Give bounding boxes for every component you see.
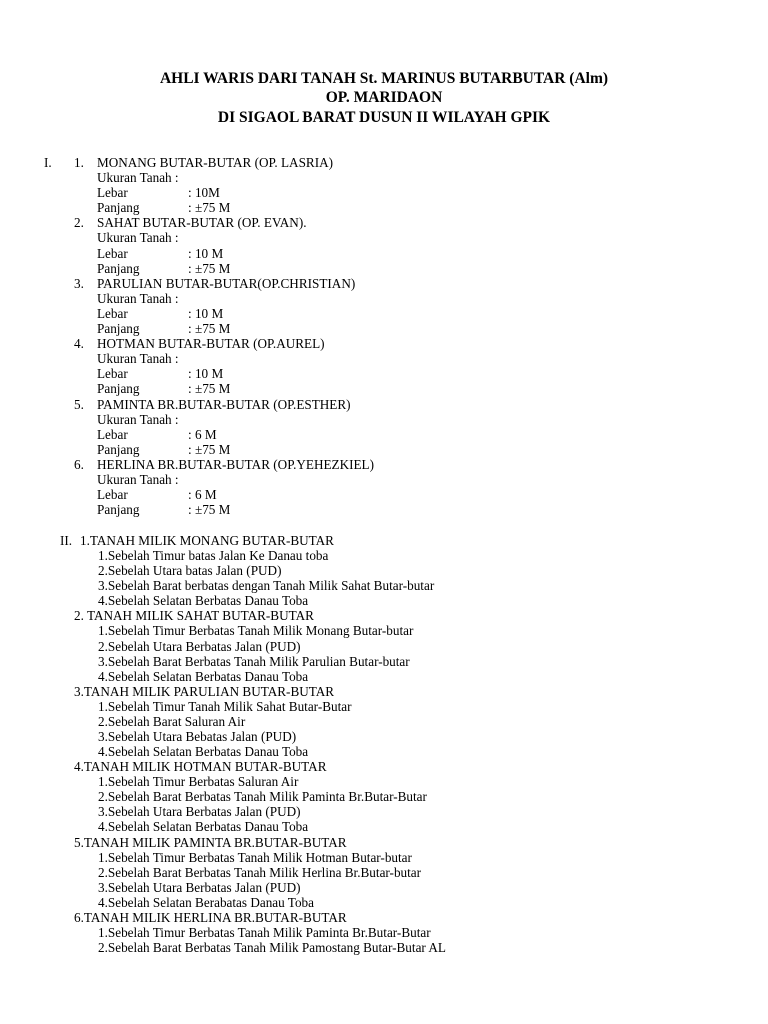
land-size-label: Ukuran Tanah :: [97, 411, 179, 427]
border-item: 4.Sebelah Selatan Berbatas Danau Toba: [98, 819, 309, 835]
border-item: 3.Sebelah Utara Bebatas Jalan (PUD): [98, 729, 297, 745]
heir-name-line: [44, 215, 744, 230]
border-item: 3.Sebelah Utara Berbatas Jalan (PUD): [98, 879, 301, 895]
heir-number: 6.: [74, 456, 84, 472]
length-value: : ±75 M: [188, 260, 231, 276]
border-item: 3.Sebelah Barat Berbatas Tanah Milik Parulian Butar-butar: [98, 653, 410, 669]
border-item: 1.Sebelah Timur Berbatas Tanah Milik Hotman Butar-butar: [98, 849, 412, 865]
parcel-heading: 2. TANAH MILIK SAHAT BUTAR-BUTAR: [74, 608, 314, 624]
land-size-line: [44, 412, 744, 427]
width-line: [44, 306, 744, 321]
length-value: : ±75 M: [188, 441, 231, 457]
document-location: DI SIGAOL BARAT DUSUN II WILAYAH GPIK: [217, 109, 551, 126]
heir-name-line: [44, 336, 744, 351]
heir-number: 4.: [74, 336, 84, 352]
border-item: 2.Sebelah Barat Saluran Air: [98, 713, 246, 729]
heir-name: PARULIAN BUTAR-BUTAR(OP.CHRISTIAN): [97, 275, 356, 291]
border-item: 4.Sebelah Selatan Berbatas Danau Toba: [98, 668, 309, 684]
land-size-label: Ukuran Tanah :: [97, 351, 179, 367]
length-label: Panjang: [97, 381, 140, 397]
length-label: Panjang: [97, 321, 140, 337]
parcel-heading: 5.TANAH MILIK PAMINTA BR.BUTAR-BUTAR: [74, 834, 347, 850]
border-line: [60, 819, 760, 834]
length-line: [44, 200, 744, 215]
border-line: [60, 669, 760, 684]
border-item: 4.Sebelah Selatan Berbatas Danau Toba: [98, 593, 309, 609]
border-line: [60, 563, 760, 578]
length-value: : ±75 M: [188, 502, 231, 518]
border-item: 2.Sebelah Barat Berbatas Tanah Milik Paminta Br.Butar-Butar: [98, 789, 427, 805]
heir-name-line: [44, 457, 744, 472]
width-value: : 10 M: [188, 366, 224, 382]
land-size-label: Ukuran Tanah :: [97, 290, 179, 306]
border-line: [60, 925, 760, 940]
width-line: [44, 366, 744, 381]
border-line: [60, 623, 760, 638]
section-numeral: I.: [44, 155, 52, 170]
heir-name-line: [44, 276, 744, 291]
parcel-heading-line: [60, 684, 760, 699]
land-borders-section: [60, 533, 760, 955]
parcel-heading: 6.TANAH MILIK HERLINA BR.BUTAR-BUTAR: [74, 909, 347, 925]
parcel-heading-line: [60, 910, 760, 925]
border-item: 1.Sebelah Timur batas Jalan Ke Danau toba: [98, 548, 329, 564]
heir-number: 2.: [74, 215, 84, 231]
section-numeral: II.: [60, 533, 73, 548]
border-item: 3.Sebelah Utara Berbatas Jalan (PUD): [98, 804, 301, 820]
border-line: [60, 729, 760, 744]
land-size-line: [44, 291, 744, 306]
heir-number: 1.: [74, 155, 84, 170]
land-size-label: Ukuran Tanah :: [97, 471, 179, 487]
border-item: 3.Sebelah Barat berbatas dengan Tanah Milik Sahat Butar-butar: [98, 578, 435, 594]
length-line: [44, 381, 744, 396]
parcel-heading-line: [60, 835, 760, 850]
document-title: AHLI WARIS DARI TANAH St. MARINUS BUTARBUTAR (Alm): [159, 70, 609, 87]
border-line: [60, 744, 760, 759]
heir-name-line: [44, 397, 744, 412]
width-label: Lebar: [97, 366, 128, 382]
border-line: [60, 850, 760, 865]
border-line: [60, 940, 760, 955]
heir-name: HOTMAN BUTAR-BUTAR (OP.AUREL): [97, 336, 325, 352]
length-label: Panjang: [97, 200, 140, 216]
length-line: [44, 442, 744, 457]
width-value: : 10 M: [188, 305, 224, 321]
border-line: [60, 804, 760, 819]
land-size-line: [44, 170, 744, 185]
length-line: [44, 502, 744, 517]
width-line: [44, 427, 744, 442]
border-item: 2.Sebelah Utara Berbatas Jalan (PUD): [98, 638, 301, 654]
heir-name: PAMINTA BR.BUTAR-BUTAR (OP.ESTHER): [97, 396, 351, 412]
border-item: 2.Sebelah Barat Berbatas Tanah Milik Pamostang Butar-Butar AL: [98, 940, 446, 956]
heir-name: MONANG BUTAR-BUTAR (OP. LASRIA): [97, 155, 334, 170]
length-value: : ±75 M: [188, 321, 231, 337]
parcel-heading-line: [60, 608, 760, 623]
width-line: [44, 246, 744, 261]
border-line: [60, 548, 760, 563]
length-value: : ±75 M: [188, 381, 231, 397]
heir-name: SAHAT BUTAR-BUTAR (OP. EVAN).: [97, 215, 307, 231]
parcel-heading: 1.TANAH MILIK MONANG BUTAR-BUTAR: [80, 533, 334, 548]
border-line: [60, 774, 760, 789]
width-value: : 6 M: [188, 487, 217, 503]
border-line: [60, 654, 760, 669]
width-value: : 10 M: [188, 245, 224, 261]
border-item: 1.Sebelah Timur Berbatas Saluran Air: [98, 774, 299, 790]
length-label: Panjang: [97, 441, 140, 457]
heir-name: HERLINA BR.BUTAR-BUTAR (OP.YEHEZKIEL): [97, 456, 375, 472]
border-line: [60, 699, 760, 714]
land-size-label: Ukuran Tanah :: [97, 170, 179, 186]
border-item: 2.Sebelah Barat Berbatas Tanah Milik Herlina Br.Butar-butar: [98, 864, 422, 880]
border-line: [60, 895, 760, 910]
width-label: Lebar: [97, 487, 128, 503]
length-line: [44, 321, 744, 336]
border-item: 2.Sebelah Utara batas Jalan (PUD): [98, 563, 282, 579]
border-line: [60, 593, 760, 608]
heirs-section: [44, 155, 744, 517]
land-size-line: [44, 230, 744, 245]
parcel-heading: 3.TANAH MILIK PARULIAN BUTAR-BUTAR: [74, 683, 335, 699]
border-line: [60, 865, 760, 880]
border-item: 1.Sebelah Timur Berbatas Tanah Milik Paminta Br.Butar-Butar: [98, 925, 431, 941]
border-item: 4.Sebelah Selatan Berbatas Danau Toba: [98, 744, 309, 760]
border-line: [60, 880, 760, 895]
width-line: [44, 185, 744, 200]
parcel-heading-line: [60, 759, 760, 774]
border-item: 1.Sebelah Timur Tanah Milik Sahat Butar-Butar: [98, 698, 352, 714]
land-size-label: Ukuran Tanah :: [97, 230, 179, 246]
document-subtitle: OP. MARIDAON: [325, 89, 443, 106]
width-line: [44, 487, 744, 502]
heir-number: 3.: [74, 275, 84, 291]
border-line: [60, 578, 760, 593]
parcel-heading: 4.TANAH MILIK HOTMAN BUTAR-BUTAR: [74, 759, 327, 775]
width-label: Lebar: [97, 185, 128, 201]
border-line: [60, 714, 760, 729]
land-size-line: [44, 472, 744, 487]
width-label: Lebar: [97, 245, 128, 261]
length-line: [44, 261, 744, 276]
border-item: 4.Sebelah Selatan Berabatas Danau Toba: [98, 894, 314, 910]
width-value: : 6 M: [188, 426, 217, 442]
width-value: : 10M: [188, 185, 220, 201]
border-line: [60, 789, 760, 804]
length-label: Panjang: [97, 260, 140, 276]
width-label: Lebar: [97, 305, 128, 321]
heir-number: 5.: [74, 396, 84, 412]
length-label: Panjang: [97, 502, 140, 518]
border-line: [60, 639, 760, 654]
width-label: Lebar: [97, 426, 128, 442]
parcel-heading-line: [60, 533, 760, 548]
land-size-line: [44, 351, 744, 366]
length-value: : ±75 M: [188, 200, 231, 216]
border-item: 1.Sebelah Timur Berbatas Tanah Milik Monang Butar-butar: [98, 623, 414, 639]
heir-name-line: [44, 155, 744, 170]
